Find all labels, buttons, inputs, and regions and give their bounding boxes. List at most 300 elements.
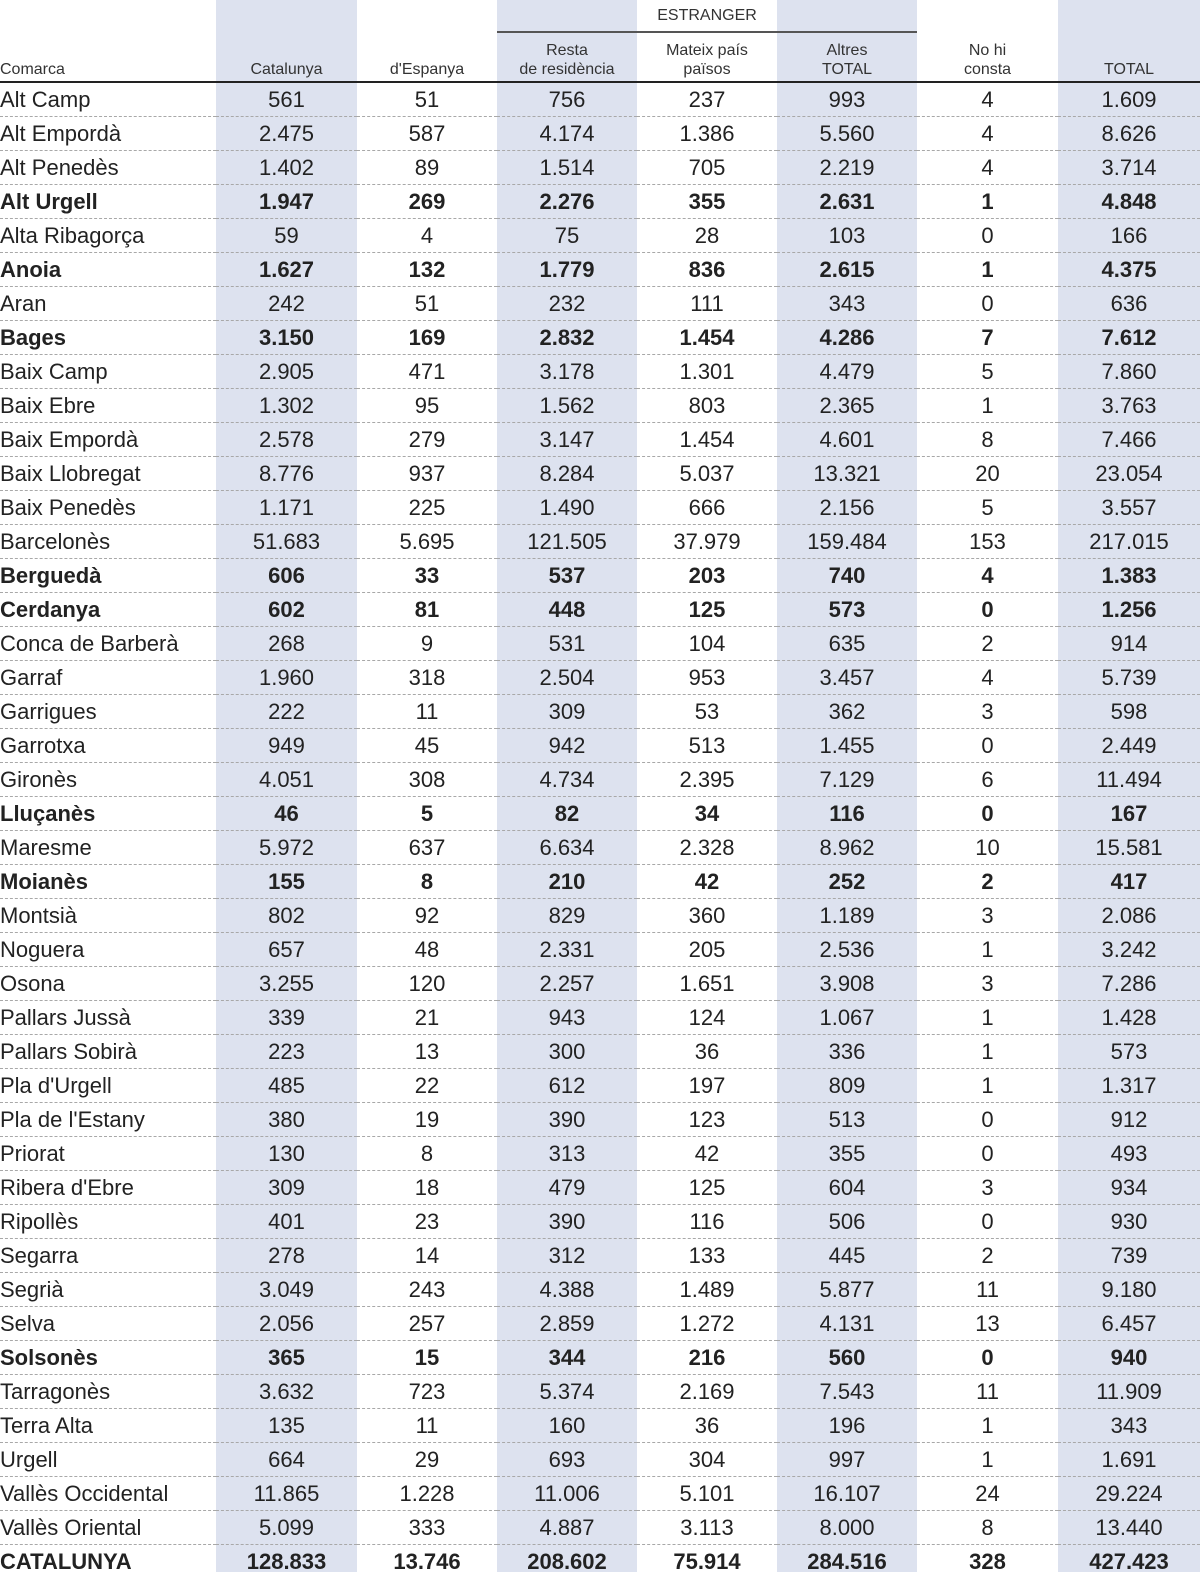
table-cell: 953 [637,661,777,695]
comarca-name: Ripollès [0,1205,216,1239]
table-row [0,1137,1200,1171]
table-cell: 3.457 [777,661,917,695]
comarca-name: Moianès [0,865,216,899]
table-cell: 155 [216,865,357,899]
table-cell: 8.000 [777,1511,917,1545]
table-cell: 537 [497,559,637,593]
table-cell: 756 [497,82,637,117]
table-cell: 8 [917,1511,1058,1545]
table-cell: 95 [357,389,497,423]
table-cell: 802 [216,899,357,933]
table-cell: 13.321 [777,457,917,491]
comarca-name: Barcelonès [0,525,216,559]
table-cell: 8.284 [497,457,637,491]
table-cell: 7.860 [1058,355,1200,389]
table-cell: 940 [1058,1341,1200,1375]
comarca-name: Cerdanya [0,593,216,627]
table-row [0,457,1200,491]
table-cell: 21 [357,1001,497,1035]
table-cell: 279 [357,423,497,457]
table-cell: 5 [357,797,497,831]
table-cell: 445 [777,1239,917,1273]
table-row [0,967,1200,1001]
table-cell: 1 [917,1443,1058,1477]
table-cell: 3.908 [777,967,917,1001]
comarca-name: Tarragonès [0,1375,216,1409]
table-cell: 4.887 [497,1511,637,1545]
table-cell: 1 [917,389,1058,423]
table-cell: 4.174 [497,117,637,151]
table-cell: 390 [497,1103,637,1137]
table-cell: 23 [357,1205,497,1239]
table-cell: 2.365 [777,389,917,423]
table-row [0,899,1200,933]
table-row [0,525,1200,559]
column-header: Comarca [0,32,216,82]
table-cell: 355 [777,1137,917,1171]
table-cell: 121.505 [497,525,637,559]
comarca-name: Selva [0,1307,216,1341]
table-cell: 513 [637,729,777,763]
table-cell: 4 [917,661,1058,695]
table-cell: 9.180 [1058,1273,1200,1307]
comarca-name: Berguedà [0,559,216,593]
table-row [0,1103,1200,1137]
table-row [0,1375,1200,1409]
table-cell: 120 [357,967,497,1001]
comarca-name: Alt Camp [0,82,216,117]
table-cell: 693 [497,1443,637,1477]
table-cell: 2.578 [216,423,357,457]
table-cell: 1.189 [777,899,917,933]
table-cell: 75.914 [637,1545,777,1578]
comarca-name: Maresme [0,831,216,865]
comarca-name: Noguera [0,933,216,967]
table-cell: 18 [357,1171,497,1205]
table-cell: 560 [777,1341,917,1375]
table-cell: 1.562 [497,389,637,423]
table-cell: 9 [357,627,497,661]
table-cell: 7.129 [777,763,917,797]
table-cell: 636 [1058,287,1200,321]
table-cell: 2.328 [637,831,777,865]
table-cell: 19 [357,1103,497,1137]
comarca-name: Aran [0,287,216,321]
table-cell: 328 [917,1545,1058,1578]
table-cell: 81 [357,593,497,627]
table-cell: 5.877 [777,1273,917,1307]
table-cell: 612 [497,1069,637,1103]
table-cell: 2.395 [637,763,777,797]
table-cell: 2.156 [777,491,917,525]
table-row [0,1069,1200,1103]
table-cell: 225 [357,491,497,525]
table-cell: 587 [357,117,497,151]
comarca-name: Segarra [0,1239,216,1273]
table-row [0,1341,1200,1375]
table-cell: 1.609 [1058,82,1200,117]
table-cell: 0 [917,797,1058,831]
table-cell: 4.601 [777,423,917,457]
table-cell: 1.301 [637,355,777,389]
table-cell: 210 [497,865,637,899]
table-cell: 3.763 [1058,389,1200,423]
table-cell: 602 [216,593,357,627]
comarca-name: Baix Camp [0,355,216,389]
table-cell: 740 [777,559,917,593]
table-cell: 606 [216,559,357,593]
table-cell: 4 [917,559,1058,593]
table-cell: 1 [917,185,1058,219]
table-cell: 4.848 [1058,185,1200,219]
table-cell: 0 [917,593,1058,627]
table-cell: 427.423 [1058,1545,1200,1578]
table-cell: 2 [917,1239,1058,1273]
table-row [0,185,1200,219]
table-cell: 300 [497,1035,637,1069]
table-cell: 125 [637,593,777,627]
table-cell: 7.543 [777,1375,917,1409]
table-cell: 197 [637,1069,777,1103]
header-row-columns [0,32,1200,82]
comarca-name: Alt Penedès [0,151,216,185]
comarca-name: Conca de Barberà [0,627,216,661]
table-cell: 7 [917,321,1058,355]
table-cell: 666 [637,491,777,525]
table-cell: 1.947 [216,185,357,219]
table-cell: 5.739 [1058,661,1200,695]
table-cell: 339 [216,1001,357,1035]
table-cell: 37.979 [637,525,777,559]
table-cell: 2.504 [497,661,637,695]
comarca-name: Pallars Sobirà [0,1035,216,1069]
table-cell: 604 [777,1171,917,1205]
table-cell: 48 [357,933,497,967]
table-cell: 2.257 [497,967,637,1001]
table-cell: 997 [777,1443,917,1477]
table-cell: 10 [917,831,1058,865]
table-row [0,559,1200,593]
table-cell: 705 [637,151,777,185]
table-cell: 8.962 [777,831,917,865]
table-cell: 13 [917,1307,1058,1341]
table-row [0,491,1200,525]
table-cell: 355 [637,185,777,219]
table-cell: 809 [777,1069,917,1103]
table-cell: 5.101 [637,1477,777,1511]
table-cell: 914 [1058,627,1200,661]
table-row [0,423,1200,457]
table-cell: 278 [216,1239,357,1273]
table-cell: 132 [357,253,497,287]
table-cell: 3 [917,695,1058,729]
table-cell: 4.286 [777,321,917,355]
column-header: TOTAL [1058,32,1200,82]
table-cell: 103 [777,219,917,253]
table-row [0,82,1200,117]
group-header-estranger: ESTRANGER [497,0,917,32]
table-row [0,219,1200,253]
table-cell: 3.113 [637,1511,777,1545]
column-header: Altres TOTAL [777,32,917,82]
table-cell: 6.457 [1058,1307,1200,1341]
table-row [0,1511,1200,1545]
table-cell: 6 [917,763,1058,797]
comarca-name: Anoia [0,253,216,287]
table-cell: 23.054 [1058,457,1200,491]
table-cell: 16.107 [777,1477,917,1511]
table-cell: 1.627 [216,253,357,287]
table-cell: 123 [637,1103,777,1137]
table-row [0,933,1200,967]
table-cell: 3.049 [216,1273,357,1307]
table-cell: 268 [216,627,357,661]
table-cell: 1 [917,253,1058,287]
table-row [0,1001,1200,1035]
table-cell: 42 [637,1137,777,1171]
table-row [0,321,1200,355]
table-row [0,1443,1200,1477]
table-cell: 2 [917,865,1058,899]
table-cell: 4.131 [777,1307,917,1341]
table-cell: 930 [1058,1205,1200,1239]
table-cell: 506 [777,1205,917,1239]
comarca-name: Alta Ribagorça [0,219,216,253]
table-cell: 2.832 [497,321,637,355]
table-cell: 1.256 [1058,593,1200,627]
comarca-name: Solsonès [0,1341,216,1375]
comarca-name: Lluçanès [0,797,216,831]
table-cell: 8 [357,865,497,899]
table-cell: 362 [777,695,917,729]
table-cell: 5.099 [216,1511,357,1545]
table-cell: 217.015 [1058,525,1200,559]
comarca-name: Segrià [0,1273,216,1307]
table-cell: 2.169 [637,1375,777,1409]
table-row [0,1273,1200,1307]
table-cell: 4.734 [497,763,637,797]
table-cell: 3.178 [497,355,637,389]
table-cell: 5.972 [216,831,357,865]
table-cell: 124 [637,1001,777,1035]
table-cell: 167 [1058,797,1200,831]
table-row [0,695,1200,729]
comarca-name: Pallars Jussà [0,1001,216,1035]
table-cell: 20 [917,457,1058,491]
table-cell: 92 [357,899,497,933]
table-cell: 2.086 [1058,899,1200,933]
table-cell: 15 [357,1341,497,1375]
table-cell: 5.560 [777,117,917,151]
table-cell: 723 [357,1375,497,1409]
column-header: Mateix país països [637,32,777,82]
table-cell: 4.388 [497,1273,637,1307]
table-cell: 208.602 [497,1545,637,1578]
table-cell: 8.626 [1058,117,1200,151]
table-cell: 4.479 [777,355,917,389]
table-cell: 8.776 [216,457,357,491]
table-cell: 257 [357,1307,497,1341]
table-row [0,831,1200,865]
table-cell: 934 [1058,1171,1200,1205]
table-cell: 2.449 [1058,729,1200,763]
table-cell: 116 [777,797,917,831]
comarca-name: Garrigues [0,695,216,729]
table-cell: 1 [917,933,1058,967]
table-cell: 242 [216,287,357,321]
table-cell: 0 [917,729,1058,763]
table-cell: 1.651 [637,967,777,1001]
table-row [0,1205,1200,1239]
table-row [0,1409,1200,1443]
comarca-name: Garraf [0,661,216,695]
table-cell: 635 [777,627,917,661]
table-cell: 8 [357,1137,497,1171]
table-cell: 24 [917,1477,1058,1511]
table-cell: 304 [637,1443,777,1477]
table-cell: 3.242 [1058,933,1200,967]
table-cell: 1.428 [1058,1001,1200,1035]
column-header: d'Espanya [357,32,497,82]
table-cell: 223 [216,1035,357,1069]
table-cell: 104 [637,627,777,661]
table-cell: 912 [1058,1103,1200,1137]
table-cell: 203 [637,559,777,593]
table-cell: 51 [357,82,497,117]
table-cell: 343 [1058,1409,1200,1443]
table-cell: 3 [917,967,1058,1001]
table-cell: 53 [637,695,777,729]
table-cell: 42 [637,865,777,899]
table-cell: 5 [917,355,1058,389]
table-cell: 993 [777,82,917,117]
table-cell: 0 [917,1341,1058,1375]
table-cell: 1.514 [497,151,637,185]
table-cell: 237 [637,82,777,117]
table-cell: 59 [216,219,357,253]
table-cell: 485 [216,1069,357,1103]
table-cell: 309 [216,1171,357,1205]
table-cell: 1.171 [216,491,357,525]
table-body [0,82,1200,1578]
table-cell: 36 [637,1035,777,1069]
comarca-name: Montsià [0,899,216,933]
table-cell: 312 [497,1239,637,1273]
table-cell: 1.272 [637,1307,777,1341]
table-cell: 4 [357,219,497,253]
table-cell: 344 [497,1341,637,1375]
table-cell: 1.489 [637,1273,777,1307]
table-cell: 2.859 [497,1307,637,1341]
table-row [0,253,1200,287]
table-cell: 365 [216,1341,357,1375]
table-row [0,1239,1200,1273]
table-cell: 2.331 [497,933,637,967]
table-cell: 1.454 [637,423,777,457]
table-cell: 166 [1058,219,1200,253]
table-cell: 28 [637,219,777,253]
table-cell: 3.632 [216,1375,357,1409]
table-cell: 1 [917,1035,1058,1069]
table-cell: 36 [637,1409,777,1443]
table-cell: 4 [917,82,1058,117]
table-cell: 0 [917,1103,1058,1137]
table-cell: 2.615 [777,253,917,287]
table-cell: 14 [357,1239,497,1273]
table-cell: 1.454 [637,321,777,355]
table-cell: 13 [357,1035,497,1069]
table-cell: 739 [1058,1239,1200,1273]
table-cell: 46 [216,797,357,831]
table-cell: 1 [917,1001,1058,1035]
table-cell: 13.746 [357,1545,497,1578]
table-cell: 417 [1058,865,1200,899]
table-cell: 309 [497,695,637,729]
table-cell: 318 [357,661,497,695]
table-cell: 51 [357,287,497,321]
table-row [0,151,1200,185]
table-cell: 6.634 [497,831,637,865]
table-cell: 657 [216,933,357,967]
table-row [0,355,1200,389]
table-cell: 2.276 [497,185,637,219]
table-cell: 2 [917,627,1058,661]
comarca-name: Baix Llobregat [0,457,216,491]
comarca-name: Vallès Oriental [0,1511,216,1545]
table-cell: 216 [637,1341,777,1375]
table-row [0,117,1200,151]
table-cell: 269 [357,185,497,219]
table-cell: 89 [357,151,497,185]
table-cell: 232 [497,287,637,321]
table-cell: 937 [357,457,497,491]
table-cell: 829 [497,899,637,933]
table-cell: 196 [777,1409,917,1443]
table-cell: 7.466 [1058,423,1200,457]
table-cell: 11.494 [1058,763,1200,797]
table-cell: 380 [216,1103,357,1137]
table-cell: 159.484 [777,525,917,559]
table-cell: 22 [357,1069,497,1103]
table-cell: 11 [917,1375,1058,1409]
table-cell: 111 [637,287,777,321]
table-cell: 1.402 [216,151,357,185]
table-cell: 11 [357,1409,497,1443]
table-cell: 1 [917,1409,1058,1443]
table-cell: 1.302 [216,389,357,423]
table-cell: 1 [917,1069,1058,1103]
table-cell: 160 [497,1409,637,1443]
table-cell: 401 [216,1205,357,1239]
table-cell: 333 [357,1511,497,1545]
table-cell: 1.490 [497,491,637,525]
table-cell: 3 [917,1171,1058,1205]
table-cell: 3.557 [1058,491,1200,525]
table-row [0,287,1200,321]
table-row [0,627,1200,661]
table-cell: 5.695 [357,525,497,559]
table-cell: 2.631 [777,185,917,219]
table-cell: 1.386 [637,117,777,151]
table-cell: 243 [357,1273,497,1307]
table-cell: 3.150 [216,321,357,355]
table-cell: 803 [637,389,777,423]
table-row [0,1035,1200,1069]
table-cell: 11 [917,1273,1058,1307]
table-cell: 1.960 [216,661,357,695]
table-cell: 133 [637,1239,777,1273]
table-cell: 11.865 [216,1477,357,1511]
